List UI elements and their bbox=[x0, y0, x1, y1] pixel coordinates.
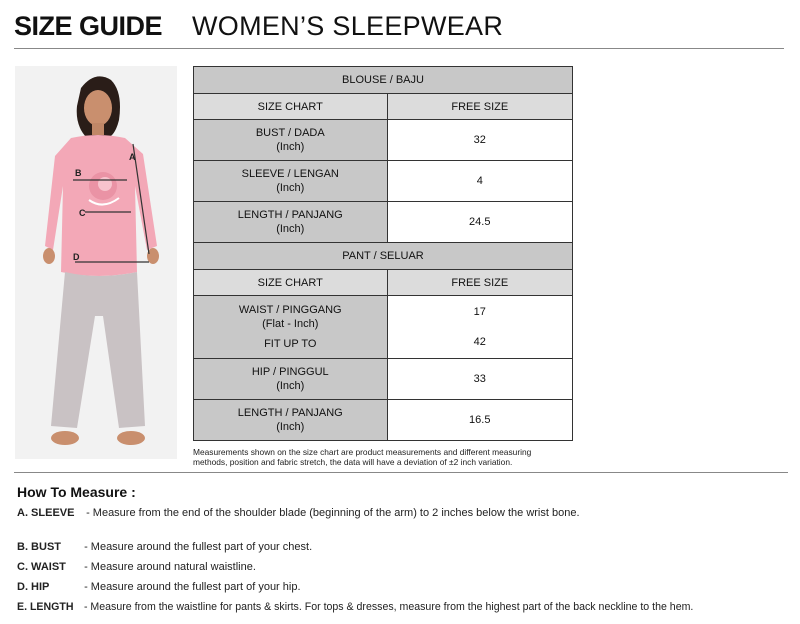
note-line: Measurements shown on the size chart are product measurements and different measuring bbox=[193, 447, 532, 457]
table-row bbox=[194, 120, 573, 161]
how-key: E. LENGTH bbox=[17, 601, 74, 613]
table-row bbox=[194, 359, 573, 400]
row-value: 4 bbox=[387, 161, 572, 202]
free-size-label: FREE SIZE bbox=[387, 94, 572, 120]
how-text: - Measure from the waistline for pants & skirts. For tops & dresses, measure from the highest part of the back neckline to the hem. bbox=[83, 601, 694, 613]
how-text: - Measure from the end of the shoulder blade (beginning of the arm) to 2 inches below the wrist bone. bbox=[86, 507, 580, 519]
row-value: 24.5 bbox=[387, 202, 572, 243]
label-d: D bbox=[73, 252, 80, 262]
row-value: 16.5 bbox=[387, 400, 572, 441]
how-text: - Measure around the fullest part of your chest. bbox=[84, 541, 313, 553]
page-subtitle: WOMEN’S SLEEPWEAR bbox=[192, 11, 504, 41]
how-key: A. SLEEVE bbox=[17, 507, 75, 519]
measure-unit: (Inch) bbox=[276, 182, 305, 194]
table-row bbox=[194, 94, 573, 120]
fit-up-to-value: 42 bbox=[473, 336, 486, 348]
divider bbox=[14, 472, 788, 473]
how-to-measure-title: How To Measure : bbox=[17, 484, 136, 500]
measurement-note bbox=[193, 447, 613, 467]
size-chart-label: SIZE CHART bbox=[194, 94, 388, 120]
section-header-pant: PANT / SELUAR bbox=[194, 243, 573, 270]
size-chart-label: SIZE CHART bbox=[194, 270, 388, 296]
how-item bbox=[17, 601, 693, 613]
how-key: C. WAIST bbox=[17, 561, 66, 573]
row-value-waist bbox=[387, 296, 572, 359]
measure-unit: (Inch) bbox=[276, 223, 305, 235]
how-item bbox=[17, 581, 301, 593]
how-text: - Measure around natural waistline. bbox=[84, 561, 256, 573]
row-value: 32 bbox=[387, 120, 572, 161]
table-row bbox=[194, 161, 573, 202]
table-row bbox=[194, 296, 573, 359]
measure-name: HIP / PINGGUL bbox=[251, 366, 329, 378]
size-table bbox=[193, 66, 573, 441]
row-label bbox=[194, 202, 388, 243]
row-label bbox=[194, 161, 388, 202]
section-header-blouse: BLOUSE / BAJU bbox=[194, 67, 573, 94]
how-key: B. BUST bbox=[17, 541, 61, 553]
measure-name: SLEEVE / LENGAN bbox=[241, 168, 339, 180]
row-label bbox=[194, 400, 388, 441]
waist-value: 17 bbox=[473, 306, 486, 318]
model-illustration bbox=[15, 66, 177, 459]
row-label bbox=[194, 359, 388, 400]
measure-unit: (Inch) bbox=[276, 380, 305, 392]
table-row bbox=[194, 400, 573, 441]
measure-name: WAIST / PINGGANG bbox=[238, 304, 342, 316]
measure-unit: (Flat - Inch) bbox=[262, 318, 319, 330]
measure-name: LENGTH / PANJANG bbox=[237, 407, 343, 419]
label-c: C bbox=[79, 208, 86, 218]
model-photo bbox=[15, 66, 177, 459]
table-row bbox=[194, 243, 573, 270]
row-value: 33 bbox=[387, 359, 572, 400]
how-item bbox=[17, 561, 256, 573]
label-b: B bbox=[75, 168, 82, 178]
label-a: A bbox=[129, 152, 136, 162]
note-line: methods, position and fabric stretch, the data will have a deviation of ±2 inch variation. bbox=[193, 457, 513, 467]
table-row bbox=[194, 270, 573, 296]
free-size-label: FREE SIZE bbox=[387, 270, 572, 296]
how-item bbox=[17, 507, 580, 519]
measure-name: BUST / DADA bbox=[255, 127, 325, 139]
row-label bbox=[194, 120, 388, 161]
measure-unit: (Inch) bbox=[276, 141, 305, 153]
page-title: SIZE GUIDE bbox=[14, 11, 163, 41]
how-text: - Measure around the fullest part of your hip. bbox=[84, 581, 301, 593]
measure-name: LENGTH / PANJANG bbox=[237, 209, 343, 221]
table-row bbox=[194, 67, 573, 94]
measure-unit: (Inch) bbox=[276, 421, 305, 433]
header bbox=[14, 8, 784, 49]
fit-up-to-label: FIT UP TO bbox=[264, 338, 317, 350]
how-item bbox=[17, 541, 312, 553]
how-key: D. HIP bbox=[17, 581, 50, 593]
table-row bbox=[194, 202, 573, 243]
row-label-waist bbox=[194, 296, 388, 359]
